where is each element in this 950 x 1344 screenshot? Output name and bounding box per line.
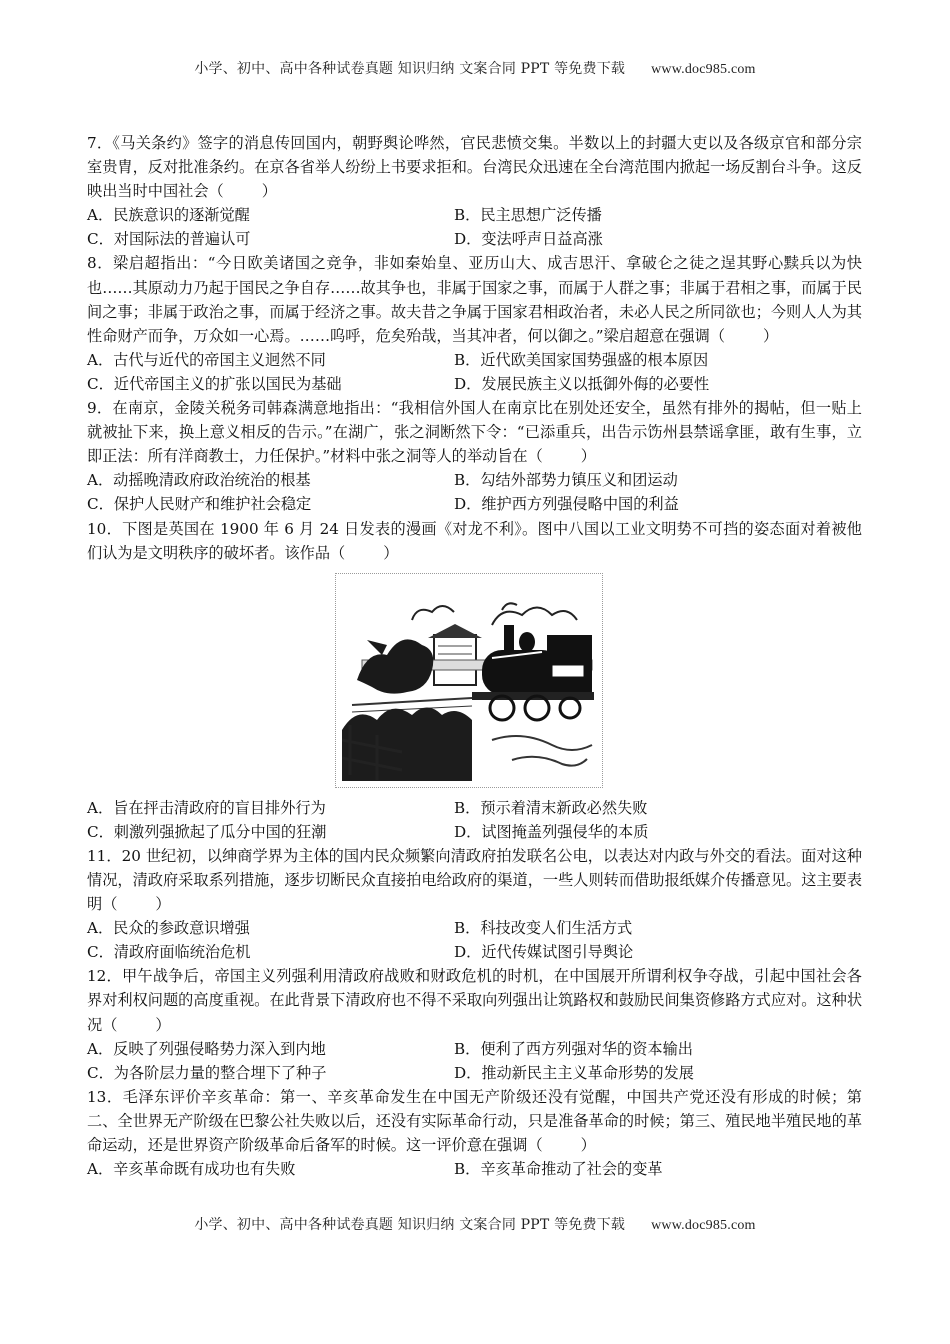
header-text: 小学、初中、高中各种试卷真题 知识归纳 文案合同 PPT 等免费下载 — [194, 61, 626, 77]
option-c: C．保护人民财产和维护社会稳定 — [87, 495, 312, 514]
option-b: B．近代欧美国家国势强盛的根本原因 — [454, 350, 709, 369]
option-a: A．古代与近代的帝国主义迥然不同 — [87, 350, 326, 369]
option-a: A．动摇晚清政府政治统治的根基 — [87, 471, 311, 490]
option-d: D．试图掩盖列强侵华的本质 — [454, 822, 649, 841]
option-a: A．反映了列强侵略势力深入到内地 — [87, 1039, 326, 1058]
option-d: D．变法呼声日益高涨 — [454, 230, 603, 249]
options — [87, 348, 862, 396]
option-c: C．为各阶层力量的整合埋下了种子 — [87, 1063, 327, 1082]
options — [87, 796, 862, 844]
options — [87, 1037, 862, 1085]
option-d: D．发展民族主义以抵御外侮的必要性 — [454, 374, 710, 393]
page-header — [0, 58, 950, 78]
option-c: C．刺激列强掀起了瓜分中国的狂潮 — [87, 822, 327, 841]
question-stem: 8．梁启超指出：“今日欧美诸国之竞争，非如秦始皇、亚历山大、成吉思汗、拿破仑之徒之逞其野心黩兵以为快也……其原动力乃起于国民之争自存……故其争也，非属于国家之事，而属于人群之事；非属于君相之事，而属于民间之事；非属于政治之事，而属于经济之事。故夫昔之争属于国家君相政治者，未必人民之所同欲也；今则人人为其性命财产而争，万众如一心焉。……呜呼，危矣殆哉，当其冲者，何以御之。”梁启超意在强调（ — [87, 254, 862, 345]
question-12: 12．甲午战争后，帝国主义列强利用清政府战败和财政危机的时机，在中国展开所谓利权争夺战，引起中国社会各界对利权问题的高度重视。在此背景下清政府也不得不采取向列强出让筑路权和鼓励民间集资修路方式应对。这种状况（ ） A．反映了列强侵略势力深入到内地 B．便利了西方列强对华的资本输出 C．为各阶层力量的整合埋下了种子 D．推动新民主主义革命形势的发展 — [87, 964, 862, 1084]
option-b: B．便利了西方列强对华的资本输出 — [454, 1039, 693, 1058]
option-a: A．旨在抨击清政府的盲目排外行为 — [87, 798, 326, 817]
question-9: 9．在南京，金陵关税务司韩森满意地指出：“我相信外国人在南京比在别处还安全，虽然有排外的揭帖，但一贴上就被扯下来，换上意义相反的告示。”在湖广，张之洞断然下令：“已添重兵，出告示饬州县禁谣拿匪，敢有生事，立即正法：所有洋商教士，力任保护。”材料中张之洞等人的举动旨在（ ） A．动摇晚清政府政治统治的根基 B．勾结外部势力镇压义和团运动 C．保护人民财产和维护社会稳定 D．维护西方列强侵略中国的利益 — [87, 396, 862, 516]
question-stem: 10．下图是英国在 1900 年 6 月 24 日发表的漫画《对龙不利》。图中八国以工业文明势不可挡的姿态面对着被他们认为是文明秩序的破坏者。该作品（ — [87, 519, 862, 562]
question-stem: 7．《马关条约》签字的消息传回国内，朝野舆论哗然，官民悲愤交集。半数以上的封疆大吏以及各级京官和部分宗室贵胄，反对批准条约。在京各省举人纷纷上书要求拒和。台湾民众迅速在全台湾范围内掀起一场反割台斗争。这反映出当时中国社会（ — [87, 134, 862, 201]
question-stem: 13．毛泽东评价辛亥革命：第一、辛亥革命发生在中国无产阶级还没有觉醒，中国共产党还没有形成的时候；第二、全世界无产阶级在巴黎公社失败以后，还没有实际革命行动，只是准备革命的时候；第三、殖民地半殖民地的革命运动，还是世界资产阶级革命后备军的时候。这一评价意在强调（ — [87, 1087, 862, 1154]
option-c: C．近代帝国主义的扩张以国民为基础 — [87, 374, 342, 393]
cartoon-train-dragon-illustration — [342, 580, 596, 781]
option-d: D．推动新民主主义革命形势的发展 — [454, 1063, 694, 1082]
question-7: 7．《马关条约》签字的消息传回国内，朝野舆论哗然，官民悲愤交集。半数以上的封疆大吏以及各级京官和部分宗室贵胄，反对批准条约。在京各省举人纷纷上书要求拒和。台湾民众迅速在全台湾范围内掀起一场反割台斗争。这反映出当时中国社会（ ） A．民族意识的逐渐觉醒 B．民主思想广泛传播 C．对国际法的普遍认可 D．变法呼声日益高涨 — [87, 131, 862, 251]
option-b: B．辛亥革命推动了社会的变革 — [454, 1160, 663, 1179]
option-a: A．辛亥革命既有成功也有失败 — [87, 1160, 296, 1179]
option-b: B．勾结外部势力镇压义和团运动 — [454, 471, 678, 490]
option-c: C．清政府面临统治危机 — [87, 943, 251, 962]
question-stem: 11．20 世纪初，以绅商学界为主体的国内民众频繁向清政府拍发联名公电，以表达对内政与外交的看法。面对这种情况，清政府采取系列措施，逐步切断民众直接拍电给政府的渠道，一些人则转而借助报纸媒介传播意见。这主要表明（ — [87, 846, 862, 914]
question-stem: 12．甲午战争后，帝国主义列强利用清政府战败和财政危机的时机，在中国展开所谓利权争夺战，引起中国社会各界对利权问题的高度重视。在此背景下清政府也不得不采取向列强出让筑路权和鼓励民间集资修路方式应对。这种状况（ — [87, 967, 862, 1034]
question-8: 8．梁启超指出：“今日欧美诸国之竞争，非如秦始皇、亚历山大、成吉思汗、拿破仑之徒之逞其野心黩兵以为快也……其原动力乃起于国民之争自存……故其争也，非属于国家之事，而属于人群之事；非属于君相之事，而属于民间之事；非属于政治之事，而属于经济之事。故夫昔之争属于国家君相政治者，未必人民之所同欲也；今则人人为其性命财产而争，万众如一心焉。……呜呼，危矣殆哉，当其冲者，何以御之。”梁启超意在强调（ ） A．古代与近代的帝国主义迥然不同 B．近代欧美国家国势强盛的根本原因 C．近代帝国主义的扩张以国民为基础 D．发展民族主义以抵御外侮的必要性 — [87, 251, 862, 396]
option-b: B．民主思想广泛传播 — [454, 206, 602, 225]
footer-site-link[interactable]: www.doc985.com — [651, 1218, 756, 1233]
option-a: A．民众的参政意识增强 — [87, 919, 250, 938]
option-a: A．民族意识的逐渐觉醒 — [87, 206, 250, 225]
question-list — [87, 131, 862, 1181]
option-b: B．科技改变人们生活方式 — [454, 919, 633, 938]
option-d: D．维护西方列强侵略中国的利益 — [454, 495, 679, 514]
question-10: 10．下图是英国在 1900 年 6 月 24 日发表的漫画《对龙不利》。图中八国以工业文明势不可挡的姿态面对着被他们认为是文明秩序的破坏者。该作品（ ） A．旨在抨击清政府的盲目排外行为 B．预示着清末新政必然失败 C．刺激列强掀起了瓜分中国的狂潮 D．试图掩盖列强侵华的本质 — [87, 517, 862, 844]
cartoon-figure — [335, 573, 603, 788]
question-11: 11．20 世纪初，以绅商学界为主体的国内民众频繁向清政府拍发联名公电，以表达对内政与外交的看法。面对这种情况，清政府采取系列措施，逐步切断民众直接拍电给政府的渠道，一些人则转而借助报纸媒介传播意见。这主要表明（ ） A．民众的参政意识增强 B．科技改变人们生活方式 C．清政府面临统治危机 D．近代传媒试图引导舆论 — [87, 844, 862, 964]
question-stem: 9．在南京，金陵关税务司韩森满意地指出：“我相信外国人在南京比在别处还安全，虽然有排外的揭帖，但一贴上就被扯下来，换上意义相反的告示。”在湖广，张之洞断然下令：“已添重兵，出告示饬州县禁谣拿匪，敢有生事，立即正法：所有洋商教士，力任保护。”材料中张之洞等人的举动旨在（ — [87, 399, 862, 466]
options — [87, 468, 862, 516]
options — [87, 916, 862, 964]
options — [87, 1157, 862, 1181]
option-c: C．对国际法的普遍认可 — [87, 230, 251, 249]
options — [87, 203, 862, 251]
option-d: D．近代传媒试图引导舆论 — [454, 943, 634, 962]
page-footer — [0, 1214, 950, 1234]
footer-text: 小学、初中、高中各种试卷真题 知识归纳 文案合同 PPT 等免费下载 — [194, 1217, 626, 1233]
option-b: B．预示着清末新政必然失败 — [454, 798, 648, 817]
header-site-link[interactable]: www.doc985.com — [651, 62, 756, 77]
question-13: 13．毛泽东评价辛亥革命：第一、辛亥革命发生在中国无产阶级还没有觉醒，中国共产党还没有形成的时候；第二、全世界无产阶级在巴黎公社失败以后，还没有实际革命行动，只是准备革命的时候；第三、殖民地半殖民地的革命运动，还是世界资产阶级革命后备军的时候。这一评价意在强调（ ） A．辛亥革命既有成功也有失败 B．辛亥革命推动了社会的变革 — [87, 1085, 862, 1181]
